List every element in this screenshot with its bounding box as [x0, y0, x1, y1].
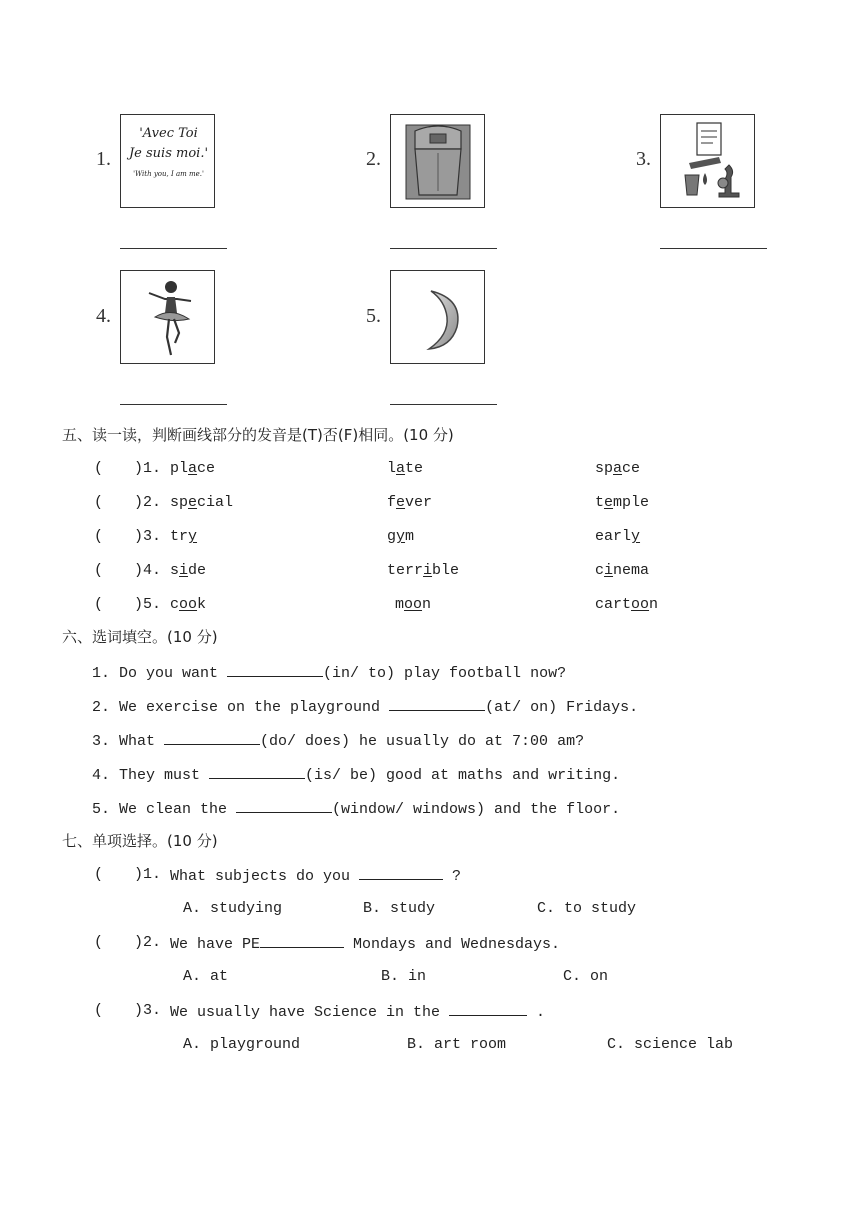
question-number: )1.	[134, 866, 162, 883]
word-col-3: cartoon	[595, 596, 659, 613]
underlined-sound: a	[188, 460, 198, 477]
question-number: )3.	[134, 1002, 162, 1019]
picture-1-frame	[120, 114, 215, 208]
picture-number-3: 3.	[636, 148, 651, 170]
question-stem	[170, 865, 461, 887]
dancer-icon	[121, 271, 214, 363]
option-c[interactable]: C. on	[563, 968, 609, 985]
card-line-3: 'With you, I am me.'	[133, 170, 204, 178]
underlined-sound: y	[631, 528, 641, 545]
underlined-sound: oo	[179, 596, 198, 613]
item-text-after: (at/ on) Fridays.	[485, 699, 639, 716]
word-col-3: cinema	[595, 562, 650, 579]
fill-blank-item	[92, 764, 620, 786]
word-col-1: try	[170, 528, 198, 545]
item-text-before: 4. They must	[92, 767, 210, 784]
answer-line-2[interactable]	[390, 248, 497, 249]
picture-4-frame	[120, 270, 215, 364]
question-number: )3.	[134, 528, 162, 545]
moon-icon	[391, 271, 484, 363]
underlined-sound: e	[396, 494, 406, 511]
answer-bracket-open[interactable]: (	[94, 494, 104, 511]
item-text-after: (window/ windows) and the floor.	[332, 801, 621, 818]
section7-title: 七、单项选择。(10 分)	[62, 832, 218, 850]
word-col-1: side	[170, 562, 207, 579]
underlined-sound: oo	[404, 596, 423, 613]
fill-blank-item	[92, 730, 584, 752]
stem-text-before: We usually have Science in the	[170, 1004, 450, 1021]
section6-title: 六、选词填空。(10 分)	[62, 628, 218, 646]
blank-input[interactable]	[227, 662, 323, 677]
answer-bracket-open[interactable]: (	[94, 562, 104, 579]
section5-title: 五、读一读，判断画线部分的发音是(T)否(F)相同。(10 分)	[62, 426, 454, 444]
stem-text-before: We have PE	[170, 936, 261, 953]
item-text-after: (do/ does) he usually do at 7:00 am?	[260, 733, 585, 750]
answer-line-5[interactable]	[390, 404, 497, 405]
card-line-2: Je suis moi.'	[128, 146, 209, 161]
question-number: )1.	[134, 460, 162, 477]
question-number: )5.	[134, 596, 162, 613]
word-col-2: late	[387, 460, 424, 477]
blank-input[interactable]	[260, 933, 344, 948]
blank-input[interactable]	[359, 865, 443, 880]
picture-2-frame	[390, 114, 485, 208]
item-text-before: 3. What	[92, 733, 165, 750]
stem-text-after: ?	[443, 868, 462, 885]
stem-text-after: Mondays and Wednesdays.	[344, 936, 561, 953]
word-col-2: fever	[387, 494, 433, 511]
letter-card-icon	[127, 125, 210, 183]
item-text-after: (is/ be) good at maths and writing.	[305, 767, 621, 784]
underlined-sound: e	[188, 494, 198, 511]
option-b[interactable]: B. study	[363, 900, 436, 917]
underlined-sound: y	[396, 528, 406, 545]
underlined-sound: i	[423, 562, 433, 579]
item-text-before: 2. We exercise on the playground	[92, 699, 390, 716]
underlined-sound: e	[604, 494, 614, 511]
option-b[interactable]: B. in	[381, 968, 427, 985]
fill-blank-item	[92, 798, 620, 820]
answer-bracket-open[interactable]: (	[94, 460, 104, 477]
trash-bin-icon	[391, 115, 484, 207]
word-col-3: temple	[595, 494, 650, 511]
option-c[interactable]: C. to study	[537, 900, 637, 917]
underlined-sound: i	[604, 562, 614, 579]
answer-bracket-open[interactable]: (	[94, 1002, 104, 1019]
fill-blank-item	[92, 662, 566, 684]
blank-input[interactable]	[449, 1001, 527, 1016]
answer-line-3[interactable]	[660, 248, 767, 249]
option-b[interactable]: B. art room	[407, 1036, 507, 1053]
word-col-1: place	[170, 460, 216, 477]
answer-bracket-open[interactable]: (	[94, 596, 104, 613]
underlined-sound: a	[613, 460, 623, 477]
option-a[interactable]: A. studying	[183, 900, 283, 917]
option-a[interactable]: A. at	[183, 968, 229, 985]
underlined-sound: oo	[631, 596, 650, 613]
science-lab-icon	[661, 115, 754, 207]
answer-bracket-open[interactable]: (	[94, 866, 104, 883]
fill-blank-item	[92, 696, 638, 718]
word-col-2: terrible	[387, 562, 460, 579]
underlined-sound: y	[188, 528, 198, 545]
stem-text-after: .	[527, 1004, 546, 1021]
answer-line-4[interactable]	[120, 404, 227, 405]
option-c[interactable]: C. science lab	[607, 1036, 734, 1053]
word-col-2: gym	[387, 528, 415, 545]
answer-bracket-open[interactable]: (	[94, 528, 104, 545]
picture-number-4: 4.	[96, 305, 111, 327]
word-col-2: moon	[395, 596, 432, 613]
picture-number-1: 1.	[96, 148, 111, 170]
blank-input[interactable]	[164, 730, 260, 745]
item-text-after: (in/ to) play football now?	[323, 665, 567, 682]
question-number: )2.	[134, 934, 162, 951]
item-text-before: 1. Do you want	[92, 665, 228, 682]
underlined-sound: i	[179, 562, 189, 579]
blank-input[interactable]	[236, 798, 332, 813]
word-col-3: early	[595, 528, 641, 545]
question-stem	[170, 933, 560, 955]
question-number: )4.	[134, 562, 162, 579]
word-col-1: cook	[170, 596, 207, 613]
word-col-1: special	[170, 494, 234, 511]
card-line-1: 'Avec Toi	[139, 126, 198, 141]
item-text-before: 5. We clean the	[92, 801, 237, 818]
picture-number-5: 5.	[366, 305, 381, 327]
blank-input[interactable]	[389, 696, 485, 711]
picture-3-frame	[660, 114, 755, 208]
question-number: )2.	[134, 494, 162, 511]
option-a[interactable]: A. playground	[183, 1036, 301, 1053]
blank-input[interactable]	[209, 764, 305, 779]
picture-number-2: 2.	[366, 148, 381, 170]
word-col-3: space	[595, 460, 641, 477]
answer-line-1[interactable]	[120, 248, 227, 249]
picture-5-frame	[390, 270, 485, 364]
stem-text-before: What subjects do you	[170, 868, 360, 885]
question-stem	[170, 1001, 545, 1023]
answer-bracket-open[interactable]: (	[94, 934, 104, 951]
underlined-sound: a	[396, 460, 406, 477]
